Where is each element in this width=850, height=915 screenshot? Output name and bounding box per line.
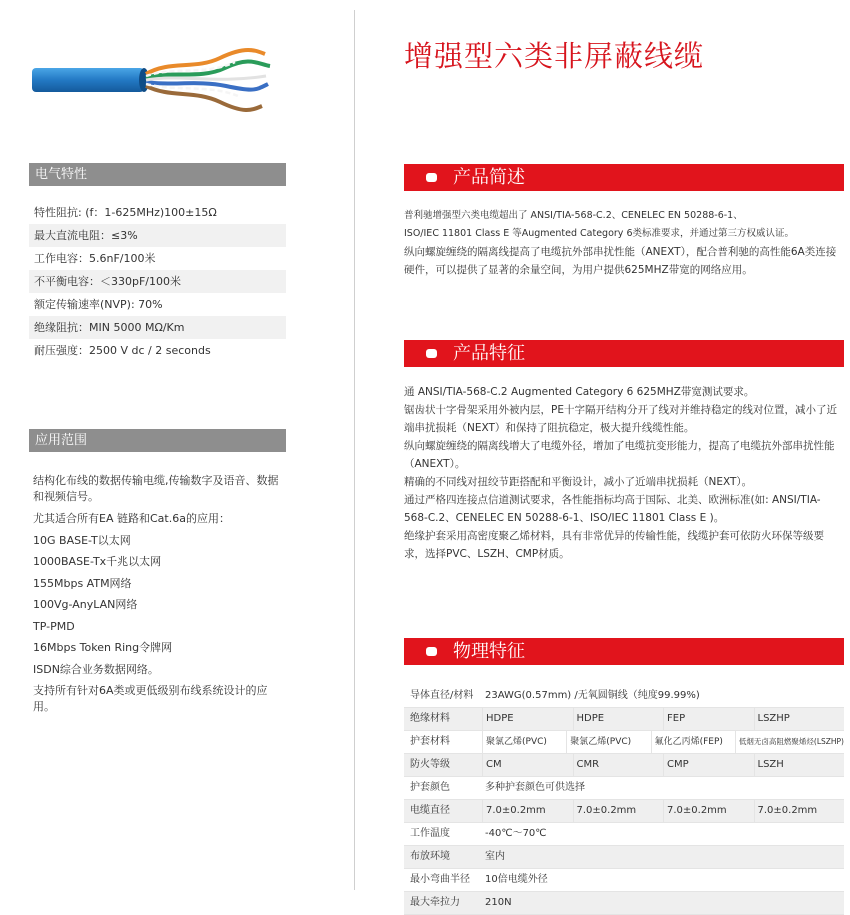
- application-item: 100Vg-AnyLAN网络: [33, 598, 138, 611]
- application-item: 结构化布线的数据传输电缆,传输数字及语音、数据和视频信号。: [33, 474, 279, 503]
- row-label: 护套颜色: [410, 782, 450, 793]
- row-label: 防火等级: [410, 759, 450, 770]
- table-cell: FEP: [663, 708, 754, 730]
- table-cell: 聚氯乙烯(PVC): [566, 731, 650, 753]
- table-cell: 23AWG(0.57mm) /无氧圆铜线（纯度99.99%): [485, 690, 700, 701]
- table-row: [404, 685, 844, 708]
- table-cell: CMR: [573, 754, 664, 776]
- page-title: 增强型六类非屏蔽线缆: [404, 39, 705, 73]
- right-column: [404, 0, 844, 908]
- feature-line: 通过严格四连接点信道测试要求，各性能指标均高于国际、北美、欧洲标准(如: ANSI/TIA-568-C.2、CENELEC EN 50288-6-1、ISO/IEC 11801 Class E )。: [404, 494, 821, 524]
- features-heading: 产品特征: [453, 343, 525, 364]
- left-column: [0, 0, 290, 900]
- overview-heading: 产品简述: [453, 167, 525, 188]
- table-cell: 多种护套颜色可供选择: [485, 782, 585, 793]
- table-cell: HDPE: [573, 708, 664, 730]
- application-item: 155Mbps ATM网络: [33, 576, 132, 590]
- physical-table: [404, 685, 844, 915]
- spec-capacitance: 工作电容：5.6nF/100米: [34, 252, 156, 265]
- cable-illustration: [30, 40, 280, 120]
- spec-dc-resistance: 最大直流电阻：≤3%: [29, 224, 286, 247]
- table-cell: 聚氯乙烯(PVC): [482, 731, 566, 753]
- table-row: [404, 846, 844, 869]
- spec-insulation-resistance: 绝缘阻抗：MIN 5000 MΩ/Km: [29, 316, 286, 339]
- table-cell: 10倍电缆外径: [485, 874, 548, 885]
- application-heading: 应用范围: [29, 429, 286, 452]
- spec-unbalance-capacitance: 不平衡电容：＜330pF/100米: [29, 270, 286, 293]
- row-label: 护套材料: [410, 736, 450, 747]
- overview-line: ISO/IEC 11801 Class E 等Augmented Category 6类标准要求，并通过第三方权威认证。: [404, 228, 794, 239]
- overview-section-bar: [404, 164, 844, 191]
- table-cell: 室内: [485, 851, 505, 862]
- feature-line: 锯齿状十字骨架采用外被内层，PE十字隔开结构分开了线对并维持稳定的线对位置，减小了近端串扰损耗（NEXT）和保持了阻抗稳定，极大提升线缆性能。: [404, 404, 837, 434]
- spec-nvp: 额定传输速率(NVP): 70%: [34, 298, 163, 311]
- table-cell: 7.0±0.2mm: [482, 800, 573, 822]
- physical-section-bar: [404, 638, 844, 665]
- application-item: 尤其适合所有EA 链路和Cat.6a的应用：: [33, 512, 230, 525]
- table-cell: HDPE: [482, 708, 573, 730]
- row-label: 最小弯曲半径: [410, 874, 470, 885]
- table-row: [404, 823, 844, 846]
- features-text: [404, 383, 844, 563]
- feature-line: 精确的不同线对扭绞节距搭配和平衡设计，减小了近端串扰损耗（NEXT）。: [404, 476, 753, 488]
- table-row: [404, 777, 844, 800]
- physical-heading: 物理特征: [453, 641, 525, 662]
- feature-line: 绝缘护套采用高密度聚乙烯材料，具有非常优异的传输性能，线缆护套可依防火环保等级要求，选择PVC、LSZH、CMP材质。: [404, 530, 824, 560]
- application-item: TP-PMD: [33, 619, 75, 633]
- application-item: 10G BASE-T以太网: [33, 533, 131, 547]
- row-label: 导体直径/材料: [410, 690, 474, 701]
- spec-impedance: 特性阻抗: (f：1-625MHz)100±15Ω: [34, 206, 217, 219]
- bullet-icon: [426, 349, 437, 358]
- overview-text: [404, 207, 844, 279]
- column-divider: [354, 10, 355, 890]
- row-label: 工作温度: [410, 828, 450, 839]
- feature-line: 通 ANSI/TIA-568-C.2 Augmented Category 6 625MHZ带宽测试要求。: [404, 386, 755, 398]
- row-label: 布放环境: [410, 851, 450, 862]
- table-cell: LSZH: [754, 754, 845, 776]
- table-cell: 7.0±0.2mm: [754, 800, 845, 822]
- table-cell: CMP: [663, 754, 754, 776]
- bullet-icon: [426, 647, 437, 656]
- table-cell: 7.0±0.2mm: [663, 800, 754, 822]
- application-item: 支持所有针对6A类或更低级别布线系统设计的应用。: [33, 684, 268, 713]
- table-cell: 氟化乙丙烯(FEP): [651, 731, 735, 753]
- electrical-heading: 电气特性: [29, 163, 286, 186]
- features-section-bar: [404, 340, 844, 367]
- overview-line: 纵向螺旋缠绕的隔离线提高了电缆抗外部串扰性能（ANEXT），配合普利驰的高性能6A类连接硬件，可以提供了显著的余量空间，为用户提供625MHZ带宽的网络应用。: [404, 246, 837, 276]
- table-cell: LSZHP: [754, 708, 845, 730]
- application-item: 16Mbps Token Ring令牌网: [33, 641, 173, 654]
- application-item: ISDN综合业务数据网络。: [33, 662, 159, 676]
- table-row: [404, 892, 844, 915]
- overview-line: 普利驰增强型六类电缆超出了 ANSI/TIA-568-C.2、CENELEC EN 50288-6-1、: [404, 210, 743, 221]
- table-cell: 210N: [485, 897, 512, 908]
- bullet-icon: [426, 173, 437, 182]
- table-cell: 7.0±0.2mm: [573, 800, 664, 822]
- table-row: [404, 731, 844, 754]
- spec-voltage-withstand: 耐压强度：2500 V dc / 2 seconds: [34, 344, 211, 357]
- row-label: 绝缘材料: [410, 713, 450, 724]
- application-item: 1000BASE-Tx千兆以太网: [33, 555, 162, 568]
- table-cell: 低烟无卤高阻燃聚烯烃(LSZHP): [735, 731, 844, 753]
- row-label: 电缆直径: [410, 805, 450, 816]
- application-list: [33, 470, 288, 718]
- table-row: [404, 869, 844, 892]
- table-cell: -40℃～70℃: [485, 828, 547, 839]
- feature-line: 纵向螺旋缠绕的隔离线增大了电缆外径，增加了电缆抗变形能力，提高了电缆抗外部串扰性能（ANEXT）。: [404, 440, 835, 470]
- table-row: [404, 708, 844, 731]
- row-label: 最大牵拉力: [410, 897, 460, 908]
- table-row: [404, 754, 844, 777]
- table-row: [404, 800, 844, 823]
- table-cell: CM: [482, 754, 573, 776]
